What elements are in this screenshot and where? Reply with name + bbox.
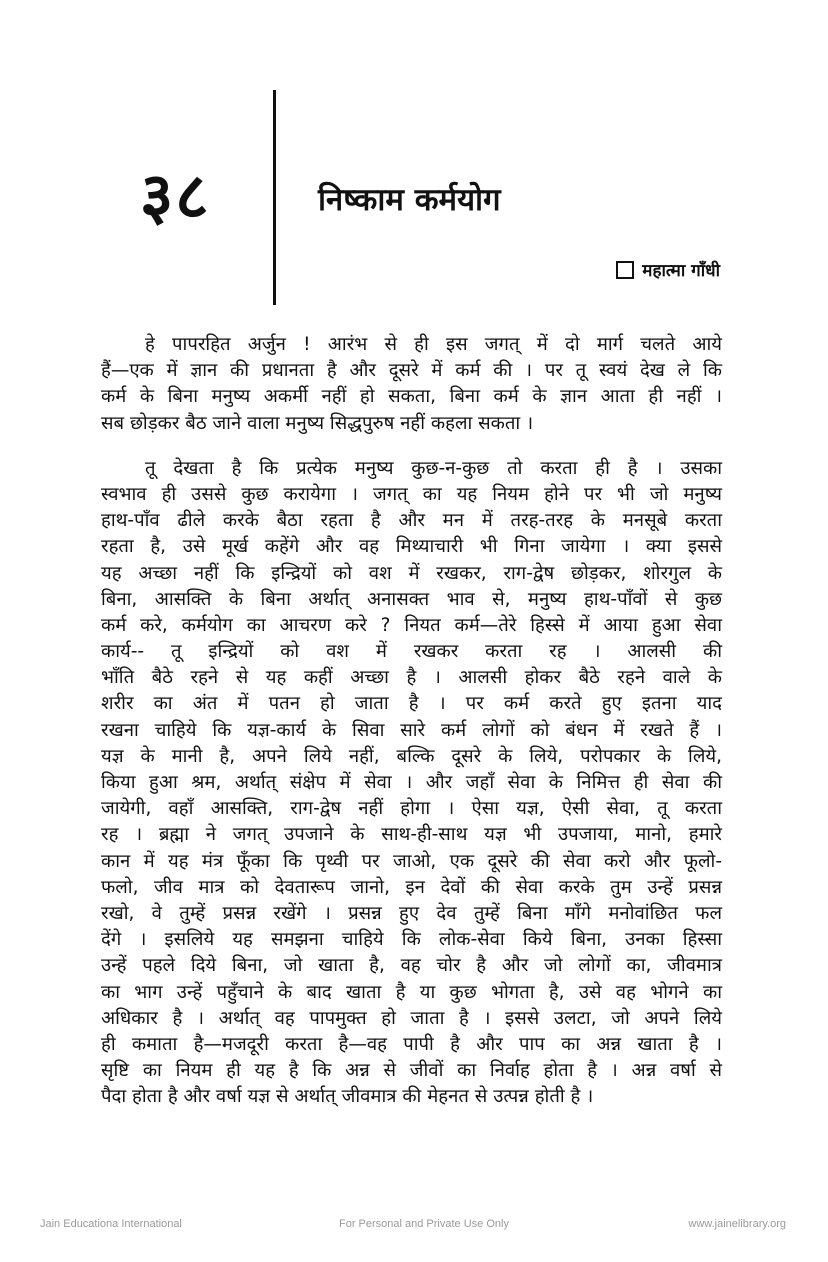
article-body xyxy=(101,332,722,1110)
text-line: कार्य-- तू इन्द्रियों को वश में रखकर करता रह । आलसी की xyxy=(101,641,722,663)
text-line: पैदा होता है और वर्षा यज्ञ से अर्थात् जीवमात्र की मेहनत से उत्पन्न होती है । xyxy=(101,1086,594,1108)
footer-center: For Personal and Private Use Only xyxy=(339,1218,509,1230)
footer-right-link[interactable]: www.jainelibrary.org xyxy=(688,1218,786,1230)
text-line: रखो, वे तुम्हें प्रसन्न रखेंगे । प्रसन्न हुए देव तुम्हें बिना माँगे मनोवांछित फल xyxy=(101,902,722,924)
text-line: कर्म करे, कर्मयोग का आचरण करे ? नियत कर्म—तेरे हिस्से में आया हुआ सेवा xyxy=(101,614,722,636)
page-title: निष्काम कर्मयोग xyxy=(318,182,501,218)
title-divider xyxy=(273,90,276,305)
paragraph xyxy=(101,456,722,1111)
text-line: का भाग उन्हें पहुँचाने के बाद खाता है या कुछ भोगता है, उसे वह भोगने का xyxy=(101,981,722,1003)
text-line: यह अच्छा नहीं कि इन्द्रियों को वश में रखकर, राग-द्वेष छोड़कर, शोरगुल के xyxy=(101,562,722,584)
text-line: ही कमाता है—मजदूरी करता है—वह पापी है और पाप का अन्न खाता है । xyxy=(101,1033,722,1055)
paragraph xyxy=(101,332,722,437)
text-line: अधिकार है । अर्थात् वह पापमुक्त हो जाता है । इससे उलटा, जो अपने लिये xyxy=(101,1007,722,1029)
text-line: शरीर का अंत में पतन हो जाता है । पर कर्म करते हुए इतना याद xyxy=(101,693,722,715)
text-line: सृष्टि का नियम ही यह है कि अन्न से जीवों का निर्वाह होता है । अन्न वर्षा से xyxy=(101,1060,722,1082)
text-line: हाथ-पाँव ढीले करके बैठा रहता है और मन में तरह-तरह के मनसूबे करता xyxy=(101,510,722,532)
text-line: रखना चाहिये कि यज्ञ-कार्य के सिवा सारे कर्म लोगों को बंधन में रखते हैं । xyxy=(101,719,722,741)
text-line: हैं—एक में ज्ञान की प्रधानता है और दूसरे में कर्म की । पर तू स्वयं देख ले कि xyxy=(101,360,722,382)
text-line: बिना, आसक्ति के बिना अर्थात् अनासक्त भाव से, मनुष्य हाथ-पाँवों से कुछ xyxy=(101,588,722,610)
text-line: तू देखता है कि प्रत्येक मनुष्य कुछ-न-कुछ तो करता ही है । उसका xyxy=(145,457,722,479)
footer-left: Jain Educationa International xyxy=(40,1218,182,1230)
text-line: किया हुआ श्रम, अर्थात् संक्षेप में सेवा । और जहाँ सेवा के निमित्त ही सेवा की xyxy=(101,772,722,793)
text-line: यज्ञ के मानी है, अपने लिये नहीं, बल्कि दूसरे के लिये, परोपकार के लिये, xyxy=(101,745,722,767)
text-line: जायेगी, वहाँ आसक्ति, राग-द्वेष नहीं होगा । ऐसा यज्ञ, ऐसी सेवा, तू करता xyxy=(101,798,722,820)
text-line: भाँति बैठे रहने से यह कहीं अच्छा है । आलसी होकर बैठे रहने वाले के xyxy=(101,667,722,689)
chapter-number: ३८ xyxy=(140,160,211,234)
author-name: महात्मा गाँधी xyxy=(642,261,720,281)
text-line: कान में यह मंत्र फूँका कि पृथ्वी पर जाओ, एक दूसरे की सेवा करो और फूलो- xyxy=(101,850,722,872)
text-line: रह । ब्रह्मा ने जगत् उपजाने के साथ-ही-साथ यज्ञ भी उपजाया, मानो, हमारे xyxy=(101,824,722,846)
text-line: देंगे । इसलिये यह समझना चाहिये कि लोक-सेवा किये बिना, उनका हिस्सा xyxy=(101,929,722,951)
text-line: फलो, जीव मात्र को देवतारूप जानो, इन देवों की सेवा करके तुम उन्हें प्रसन्न xyxy=(101,876,722,898)
paragraph-gap xyxy=(101,437,722,456)
text-line: कर्म के बिना मनुष्य अकर्मी नहीं हो सकता, बिना कर्म के ज्ञान आता ही नहीं । xyxy=(101,386,722,408)
text-line: हे पापरहित अर्जुन ! आरंभ से ही इस जगत् में दो मार्ग चलते आये xyxy=(145,334,722,355)
text-line: रहता है, उसे मूर्ख कहेंगे और वह मिथ्याचारी भी गिना जायेगा । क्या इससे xyxy=(101,536,722,558)
text-line: सब छोड़कर बैठ जाने वाला मनुष्य सिद्धपुरुष नहीं कहला सकता । xyxy=(101,412,534,434)
text-line: स्वभाव ही उससे कुछ करायेगा । जगत् का यह नियम होने पर भी जो मनुष्य xyxy=(101,483,722,505)
square-bullet-icon xyxy=(616,261,634,279)
author-byline xyxy=(616,258,720,281)
text-line: उन्हें पहले दिये बिना, जो खाता है, वह चोर है और जो लोगों का, जीवमात्र xyxy=(101,955,722,977)
